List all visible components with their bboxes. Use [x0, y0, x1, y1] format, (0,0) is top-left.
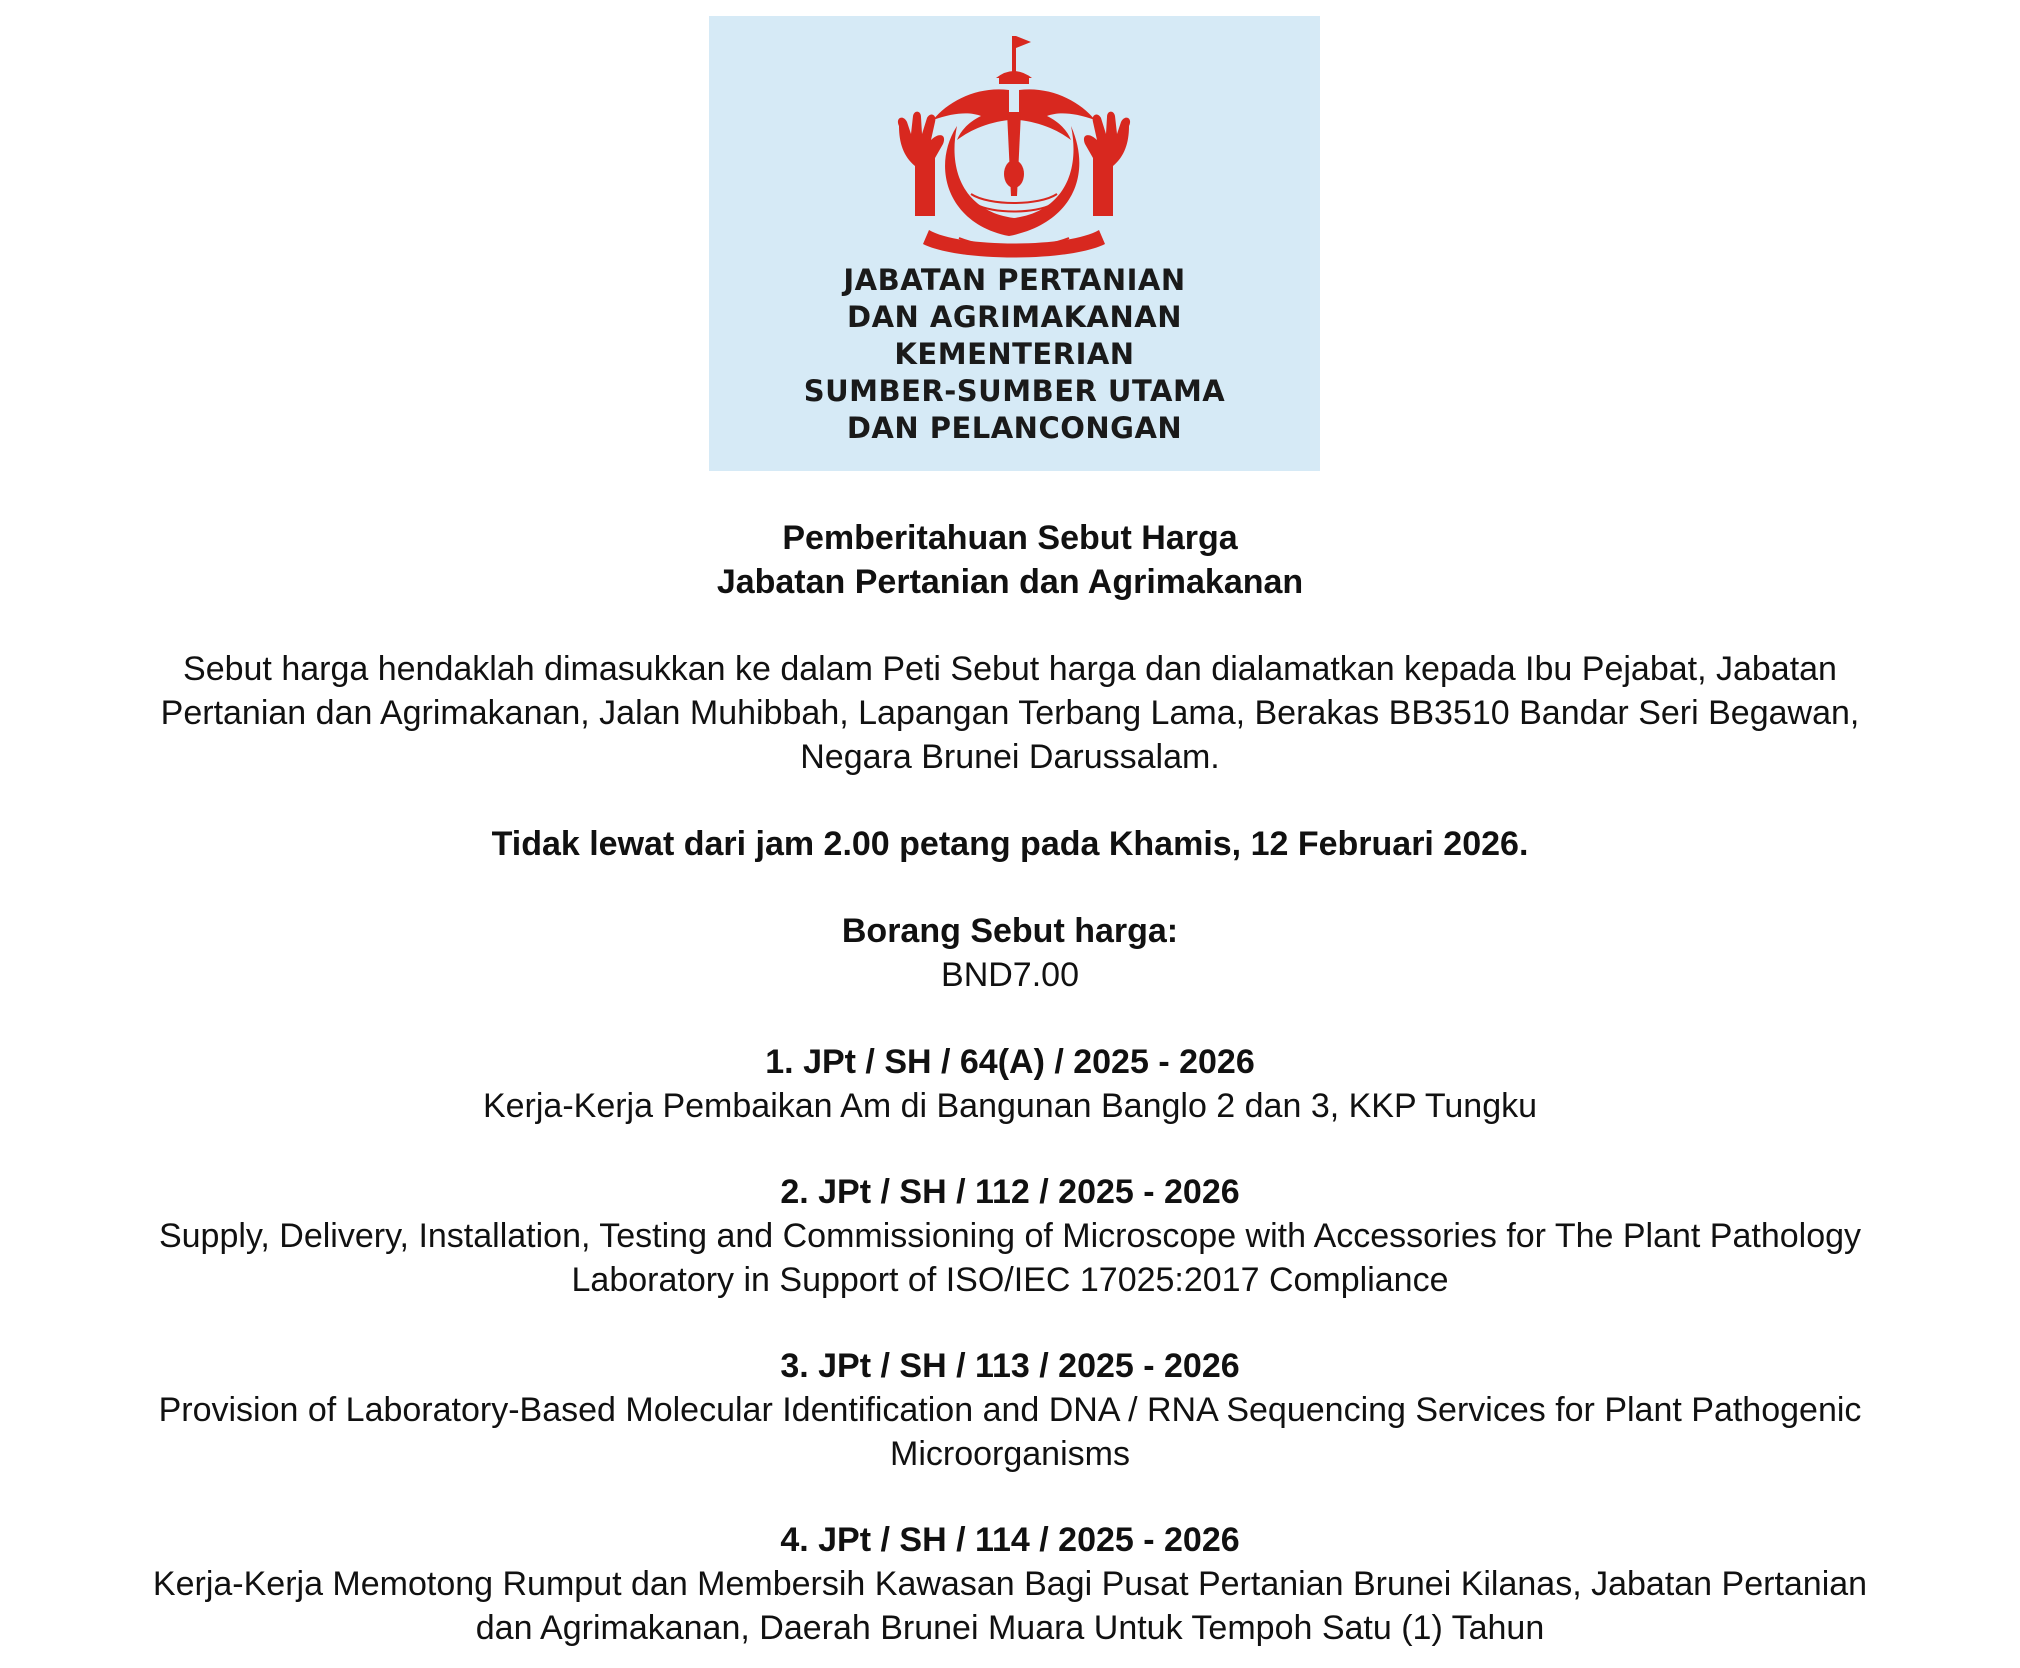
quotation-item: [40, 1170, 1980, 1302]
form-price-value: BND7.00: [941, 956, 1079, 994]
department-name-line: JABATAN PERTANIAN: [843, 263, 1186, 297]
form-price-block: [40, 909, 1980, 997]
quotation-reference: 4. JPt / SH / 114 / 2025 - 2026: [780, 1521, 1240, 1559]
department-name-line: SUMBER-SUMBER UTAMA: [803, 374, 1226, 408]
quotation-description: Kerja-Kerja Memotong Rumput dan Membersih Kawasan Bagi Pusat Pertanian Brunei Kilanas, Jabatan Pertanian: [152, 1565, 1868, 1603]
quotation-description: Provision of Laboratory-Based Molecular Identification and DNA / RNA Sequencing Services for Plant Pathogenic: [158, 1391, 1862, 1429]
department-logo: [709, 16, 1320, 471]
submission-instructions: [40, 647, 1980, 779]
submission-deadline: [40, 822, 1980, 866]
instruction-line: Sebut harga hendaklah dimasukkan ke dalam Peti Sebut harga dan dialamatkan kepada Ibu Pejabat, Jabatan: [183, 650, 1837, 688]
notice-title-block: [40, 516, 1980, 604]
instruction-line: Pertanian dan Agrimakanan, Jalan Muhibbah, Lapangan Terbang Lama, Berakas BB3510 Bandar Seri Begawan,: [160, 694, 1860, 732]
quotation-reference: 2. JPt / SH / 112 / 2025 - 2026: [780, 1173, 1240, 1211]
deadline-text: Tidak lewat dari jam 2.00 petang pada Khamis, 12 Februari 2026.: [491, 825, 1529, 863]
department-name-line: DAN PELANCONGAN: [846, 411, 1183, 445]
quotation-description: Laboratory in Support of ISO/IEC 17025:2017 Compliance: [571, 1261, 1449, 1299]
department-name-line: DAN AGRIMAKANAN: [847, 300, 1182, 334]
instruction-line: Negara Brunei Darussalam.: [800, 738, 1220, 776]
quotation-description: Microorganisms: [890, 1435, 1130, 1473]
quotation-item: [40, 1518, 1980, 1650]
quotation-description: Supply, Delivery, Installation, Testing and Commissioning of Microscope with Accessories for The Plant Pathology: [158, 1217, 1862, 1255]
notice-subtitle: Jabatan Pertanian dan Agrimakanan: [716, 563, 1304, 601]
quotation-description: Kerja-Kerja Pembaikan Am di Bangunan Banglo 2 dan 3, KKP Tungku: [482, 1087, 1538, 1125]
quotation-reference: 1. JPt / SH / 64(A) / 2025 - 2026: [765, 1043, 1255, 1081]
brunei-crest-icon: [709, 16, 1320, 276]
department-name: [709, 262, 1320, 447]
quotation-description: dan Agrimakanan, Daerah Brunei Muara Untuk Tempoh Satu (1) Tahun: [475, 1609, 1545, 1647]
quotation-item: [40, 1344, 1980, 1476]
quotation-item: [40, 1040, 1980, 1128]
quotation-reference: 3. JPt / SH / 113 / 2025 - 2026: [780, 1347, 1240, 1385]
department-name-line: KEMENTERIAN: [894, 337, 1135, 371]
form-price-label: Borang Sebut harga:: [841, 912, 1179, 950]
notice-title: Pemberitahuan Sebut Harga: [782, 519, 1238, 557]
